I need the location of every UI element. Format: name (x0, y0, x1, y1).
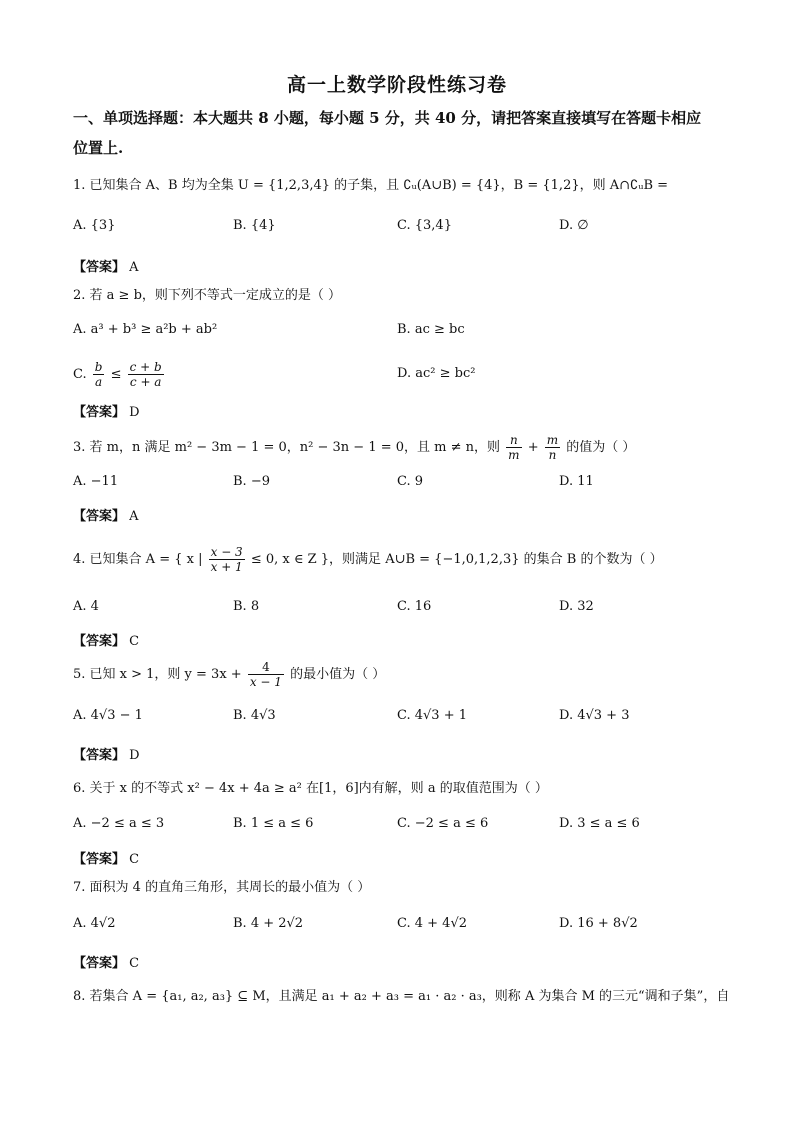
option-b: B. ac ≥ bc (397, 322, 465, 337)
option-b: B. {4} (233, 218, 276, 233)
section-heading-line2: 位置上. (73, 139, 124, 157)
answer-value: C (129, 852, 140, 867)
question-8: 8. 若集合 A = {a₁, a₂, a₃} ⊆ M，且满足 a₁ + a₂ + a₃ = a₁ · a₂ · a₃，则称 A 为集合 M 的三元“调和子集”，自 (73, 989, 730, 1004)
fraction-numerator: x − 3 (210, 545, 243, 559)
option-d: D. 16 + 8√2 (559, 916, 638, 931)
question-1-options (73, 218, 733, 238)
option-a: A. 4√3 − 1 (73, 708, 143, 723)
fraction (545, 433, 560, 462)
answer-label: 【答案】 (73, 509, 126, 524)
option-a: A. 4√2 (73, 916, 116, 931)
plus-sign: + (527, 440, 539, 455)
answer-label: 【答案】 (73, 634, 126, 649)
question-5-options (73, 708, 733, 728)
option-b: B. 8 (233, 599, 260, 614)
option-b: B. 4 + 2√2 (233, 916, 304, 931)
option-c: C. 9 (397, 474, 424, 489)
answer-label: 【答案】 (73, 852, 126, 867)
option-b: B. 1 ≤ a ≤ 6 (233, 816, 314, 831)
answer-value: C (129, 956, 140, 971)
option-c: C. 4 + 4√2 (397, 916, 468, 931)
answer-1 (73, 256, 139, 275)
section-heading (73, 103, 733, 163)
fraction-numerator: b (94, 360, 103, 374)
fraction-denominator: c + a (129, 375, 162, 389)
question-2-options-row1 (73, 322, 733, 342)
question-3-options (73, 474, 733, 494)
question-6: 6. 关于 x 的不等式 x² − 4x + 4a ≥ a² 在[1，6]内有解，则 a 的取值范围为（ ） (73, 781, 548, 796)
option-d: D. ∅ (559, 218, 589, 233)
question-3-text-post: 的值为（ ） (566, 440, 636, 455)
option-c (73, 360, 166, 389)
answer-7 (73, 952, 139, 971)
fraction-denominator: n (548, 448, 557, 462)
fraction-numerator: c + b (129, 360, 162, 374)
question-5-text-pre: 5. 已知 x > 1，则 y = 3x + (73, 667, 242, 682)
question-4-text-post: ≤ 0, x ∈ Z }，则满足 A∪B = {−1,0,1,2,3} 的集合 B 的个数为（ ） (250, 552, 663, 567)
option-a: A. a³ + b³ ≥ a²b + ab² (73, 322, 218, 337)
option-a: A. −11 (73, 474, 119, 489)
option-b: B. −9 (233, 474, 270, 489)
answer-label: 【答案】 (73, 260, 126, 275)
answer-value: A (129, 260, 139, 275)
fraction-denominator: x − 1 (249, 675, 282, 689)
fraction-numerator: n (506, 433, 521, 448)
option-d: D. 3 ≤ a ≤ 6 (559, 816, 640, 831)
option-d: D. 32 (559, 599, 594, 614)
answer-value: D (129, 405, 140, 420)
fraction-denominator: m (508, 448, 520, 462)
question-3-text-pre: 3. 若 m，n 满足 m² − 3m − 1 = 0，n² − 3n − 1 = 0，且 m ≠ n，则 (73, 440, 501, 455)
question-1: 1. 已知集合 A、B 均为全集 U = {1,2,3,4} 的子集，且 ∁ᵤ(A∪B) = {4}，B = {1,2}，则 A∩∁ᵤB = (73, 178, 669, 193)
question-4-text-pre: 4. 已知集合 A = { x | (73, 552, 203, 567)
fraction (209, 545, 245, 574)
answer-2 (73, 401, 140, 420)
question-3 (73, 430, 733, 466)
question-4 (73, 542, 733, 578)
option-c-label: C. (73, 367, 87, 382)
question-7-options (73, 916, 733, 936)
fraction (506, 433, 521, 462)
answer-label: 【答案】 (73, 405, 126, 420)
answer-label: 【答案】 (73, 956, 126, 971)
page-title: 高一上数学阶段性练习卷 (286, 74, 507, 96)
question-2-options-row2 (73, 354, 733, 392)
answer-value: A (129, 509, 139, 524)
question-7: 7. 面积为 4 的直角三角形，其周长的最小值为（ ） (73, 880, 371, 895)
answer-value: C (129, 634, 140, 649)
section-heading-line1: 一、单项选择题：本大题共 8 小题，每小题 5 分，共 40 分，请把答案直接填写在答题卡相应 (73, 109, 702, 127)
question-5 (73, 657, 733, 693)
option-c: C. −2 ≤ a ≤ 6 (397, 816, 489, 831)
fraction-denominator: x + 1 (210, 560, 243, 574)
question-6-options (73, 816, 733, 836)
fraction (93, 360, 105, 389)
question-4-options (73, 599, 733, 619)
answer-6 (73, 848, 139, 867)
answer-label: 【答案】 (73, 748, 126, 763)
option-c: C. 16 (397, 599, 432, 614)
option-c: C. 4√3 + 1 (397, 708, 468, 723)
option-a: A. {3} (73, 218, 116, 233)
answer-4 (73, 630, 139, 649)
fraction (248, 660, 284, 689)
option-d: D. 4√3 + 3 (559, 708, 630, 723)
option-a: A. −2 ≤ a ≤ 3 (73, 816, 165, 831)
fraction (128, 360, 164, 389)
question-5-text-post: 的最小值为（ ） (290, 667, 386, 682)
option-c: C. {3,4} (397, 218, 452, 233)
option-b: B. 4√3 (233, 708, 276, 723)
option-d: D. 11 (559, 474, 594, 489)
answer-5 (73, 744, 140, 763)
option-a: A. 4 (73, 599, 99, 614)
relation: ≤ (110, 367, 122, 382)
question-2: 2. 若 a ≥ b，则下列不等式一定成立的是（ ） (73, 288, 342, 303)
answer-value: D (129, 748, 140, 763)
fraction-denominator: a (95, 375, 103, 389)
fraction-numerator: 4 (248, 660, 284, 675)
option-d: D. ac² ≥ bc² (397, 366, 476, 381)
answer-3 (73, 505, 139, 524)
fraction-numerator: m (546, 433, 559, 447)
